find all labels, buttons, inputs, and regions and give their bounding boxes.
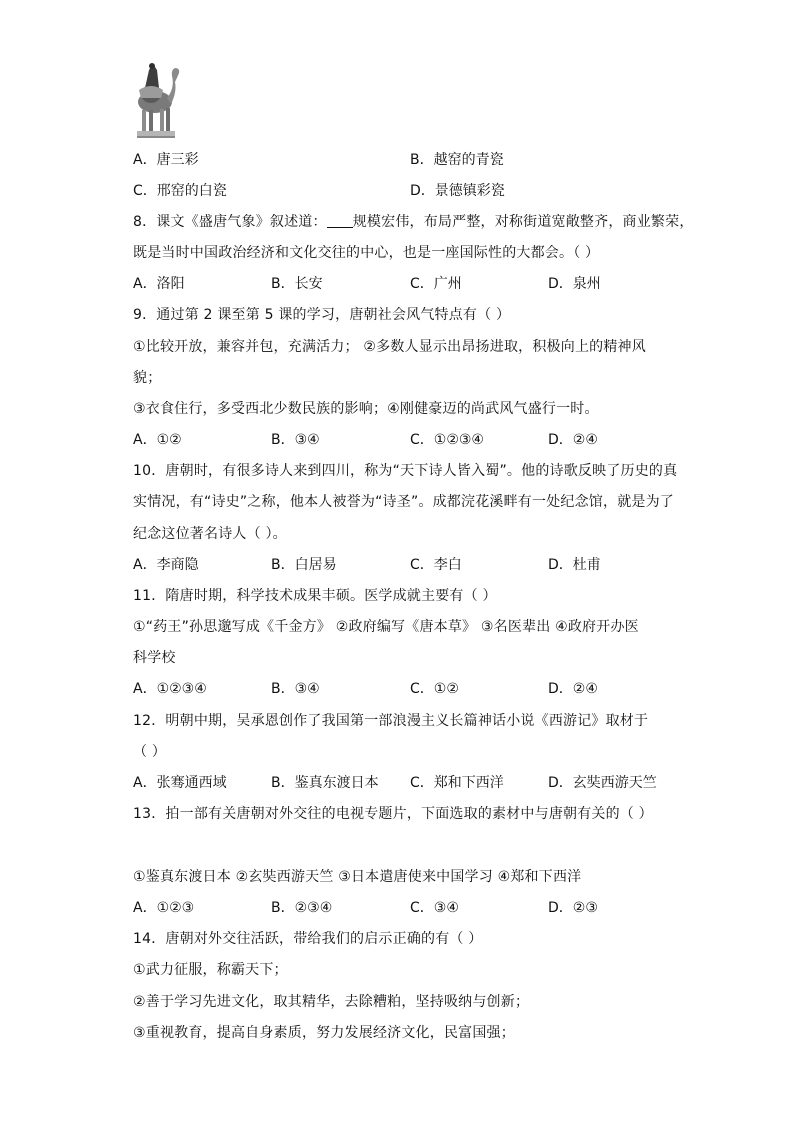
q7-option-c: C．邢窑的白瓷 bbox=[133, 183, 227, 199]
q10-option-c: C．李白 bbox=[410, 557, 462, 573]
q13-option-c: C．③④ bbox=[410, 900, 459, 916]
q12-option-a: A．张骞通西域 bbox=[133, 775, 227, 791]
q14-statement-line-1: ①武力征服，称霸天下； bbox=[133, 962, 288, 978]
q13-option-b: B．②③④ bbox=[271, 900, 333, 916]
q12-stem-line-1: 12．明朝中期，吴承恩创作了我国第一部浪漫主义长篇神话小说《西游记》取材于 bbox=[133, 713, 649, 729]
q11-option-c: C．①② bbox=[410, 681, 459, 697]
q14-statement-line-2: ②善于学习先进文化，取其精华，去除糟粕，坚持吸纳与创新； bbox=[133, 994, 530, 1010]
q12-option-b: B．鉴真东渡日本 bbox=[271, 775, 379, 791]
q7-option-a: A．唐三彩 bbox=[133, 152, 199, 168]
q7-option-b: B．越窑的青瓷 bbox=[410, 152, 504, 168]
q13-option-d: D．②③ bbox=[548, 900, 598, 916]
tang-sancai-camel-figure bbox=[131, 58, 183, 140]
q12-option-c: C．郑和下西洋 bbox=[410, 775, 504, 791]
q9-option-c: C．①②③④ bbox=[410, 432, 484, 448]
q14-statement-line-3: ③重视教育，提高自身素质，努力发展经济文化，民富国强； bbox=[133, 1025, 515, 1041]
q9-option-a: A．①② bbox=[133, 432, 182, 448]
q11-option-a: A．①②③④ bbox=[133, 681, 207, 697]
q7-option-d: D．景德镇彩瓷 bbox=[410, 183, 505, 199]
q13-stem: 13．拍一部有关唐朝对外交往的电视专题片，下面选取的素材中与唐朝有关的（ ） bbox=[133, 806, 653, 822]
q9-option-b: B．③④ bbox=[271, 432, 320, 448]
q11-option-b: B．③④ bbox=[271, 681, 320, 697]
q10-option-d: D．杜甫 bbox=[548, 557, 601, 573]
q9-stem: 9．通过第 2 课至第 5 课的学习，唐朝社会风气特点有（ ） bbox=[133, 307, 511, 323]
q8-option-a: A．洛阳 bbox=[133, 276, 185, 292]
q13-statement-line-1: ①鉴真东渡日本 ②玄奘西游天竺 ③日本遣唐使来中国学习 ④郑和下西洋 bbox=[133, 869, 582, 885]
q9-statement-line-3: ③衣食住行，多受西北少数民族的影响；④刚健豪迈的尚武风气盛行一时。 bbox=[133, 401, 599, 417]
q14-stem: 14．唐朝对外交往活跃，带给我们的启示正确的有（ ） bbox=[133, 931, 483, 947]
q10-option-a: A．李商隐 bbox=[133, 557, 199, 573]
q13-option-a: A．①②③ bbox=[133, 900, 195, 916]
q9-statement-line-2: 貌； bbox=[133, 370, 162, 386]
q8-stem-line-1 bbox=[133, 212, 694, 232]
camel-image bbox=[131, 58, 183, 140]
q12-stem-line-2: （ ） bbox=[133, 744, 167, 760]
q10-option-b: B．白居易 bbox=[271, 557, 337, 573]
q8-stem-part-b: 规模宏伟，布局严整，对称街道宽敞整齐，商业繁荣， bbox=[352, 214, 694, 230]
q11-statement-line-1: ①“药王”孙思邈写成《千金方》 ②政府编写《唐本草》 ③名医辈出 ④政府开办医 bbox=[133, 619, 639, 635]
q9-statement-line-1: ①比较开放，兼容并包，充满活力； ②多数人显示出昂扬进取，积极向上的精神风 bbox=[133, 339, 646, 355]
q12-option-d: D．玄奘西游天竺 bbox=[548, 775, 657, 791]
q10-stem-line-1: 10．唐朝时，有很多诗人来到四川，称为“天下诗人皆入蜀”。他的诗歌反映了历史的真 bbox=[133, 463, 678, 479]
q8-stem-line-2: 既是当时中国政治经济和文化交往的中心，也是一座国际性的大都会。（ ） bbox=[133, 245, 600, 261]
q8-option-c: C．广州 bbox=[410, 276, 462, 292]
q8-blank bbox=[327, 213, 353, 228]
q8-option-d: D．泉州 bbox=[548, 276, 601, 292]
q8-option-b: B．长安 bbox=[271, 276, 323, 292]
q10-stem-line-2: 实情况，有“诗史”之称，他本人被誉为“诗圣”。成都浣花溪畔有一处纪念馆，就是为了 bbox=[133, 494, 675, 510]
q11-option-d: D．②④ bbox=[548, 681, 598, 697]
q10-stem-line-3: 纪念这位著名诗人（ ）。 bbox=[133, 526, 287, 542]
q9-option-d: D．②④ bbox=[548, 432, 598, 448]
q11-statement-line-2: 科学校 bbox=[133, 650, 176, 666]
q8-stem-part-a: 8．课文《盛唐气象》叙述道： bbox=[133, 214, 327, 230]
q11-stem: 11．隋唐时期，科学技术成果丰硕。医学成就主要有（ ） bbox=[133, 588, 497, 604]
